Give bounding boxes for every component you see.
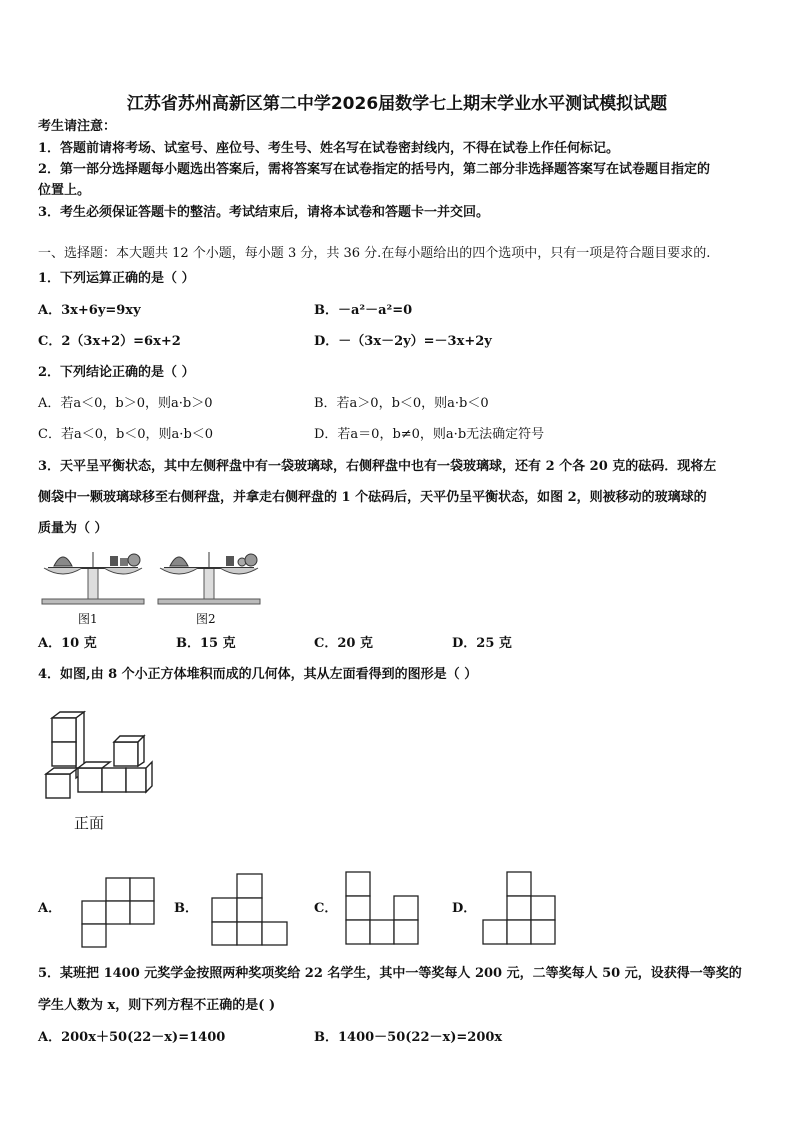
- figure-2-caption: 图2: [196, 612, 216, 626]
- notice-item-3: 3．考生必须保证答题卡的整洁。考试结束后，请将本试卷和答题卡一并交回。: [38, 205, 490, 220]
- q4-option-c-figure: [346, 872, 420, 946]
- notice-item-2-cont: 位置上。: [38, 183, 91, 198]
- notice-item-2: 2．第一部分选择题每小题选出答案后，需将答案写在试卷指定的括号内，第二部分非选择题答案写在试卷题目指定的: [38, 162, 711, 177]
- q1-option-a: A．3x+6y=9xy: [38, 303, 141, 318]
- balance-figure-1: [38, 544, 148, 606]
- q5-option-b: B．1400－50(22－x)=200x: [314, 1030, 503, 1045]
- q1-stem: 1．下列运算正确的是（ ）: [38, 271, 195, 286]
- q3-stem-line2: 侧袋中一颗玻璃球移至右侧秤盘，并拿走右侧秤盘的 1 个砝码后，天平仍呈平衡状态，如图 2，则被移动的玻璃球的: [38, 490, 707, 505]
- q3-option-a: A．10 克: [38, 636, 97, 651]
- q5-stem-line1: 5．某班把 1400 元奖学金按照两种奖项奖给 22 名学生，其中一等奖每人 200 元，二等奖每人 50 元，设获得一等奖的: [38, 966, 742, 981]
- q3-option-b: B．15 克: [176, 636, 236, 651]
- q4-option-c: C．: [314, 901, 338, 916]
- q4-option-a-figure: [82, 878, 156, 948]
- q5-stem-line2: 学生人数为 x，则下列方程不正确的是( ): [38, 998, 276, 1013]
- q4-option-b-figure: [212, 874, 288, 946]
- notice-item-1: 1．答题前请将考场、试室号、座位号、考生号、姓名写在试卷密封线内，不得在试卷上作任何标记。: [38, 141, 620, 156]
- q2-option-b: B．若a＞0，b＜0，则a·b＜0: [314, 396, 489, 411]
- q3-stem-line3: 质量为（ ）: [38, 521, 108, 536]
- q3-option-c: C．20 克: [314, 636, 373, 651]
- q1-option-c: C．2（3x+2）=6x+2: [38, 334, 181, 349]
- q4-stem: 4．如图,由 8 个小正方体堆积而成的几何体，其从左面看得到的图形是（ ）: [38, 667, 478, 682]
- q3-stem-line1: 3．天平呈平衡状态，其中左侧秤盘中有一袋玻璃球，右侧秤盘中也有一袋玻璃球，还有 2 个各 20 克的砝码．现将左: [38, 459, 717, 474]
- q4-option-a: A．: [38, 901, 62, 916]
- q4-option-d-figure: [483, 872, 557, 946]
- balance-figure-2: [154, 544, 264, 606]
- q1-option-b: B．－a²－a²=0: [314, 303, 413, 318]
- q4-option-b: B．: [174, 901, 198, 916]
- front-view-label: 正面: [74, 814, 105, 832]
- notice-heading: 考生请注意：: [38, 119, 117, 134]
- q2-option-c: C．若a＜0，b＜0，则a·b＜0: [38, 427, 214, 442]
- q2-option-d: D．若a＝0，b≠0，则a·b无法确定符号: [314, 427, 545, 442]
- section-heading: 一、选择题：本大题共 12 个小题，每小题 3 分，共 36 分.在每小题给出的四个选项中，只有一项是符合题目要求的.: [38, 246, 711, 261]
- q3-option-d: D．25 克: [452, 636, 512, 651]
- figure-1-caption: 图1: [78, 612, 98, 626]
- q2-option-a: A．若a＜0，b＞0，则a·b＞0: [38, 396, 213, 411]
- q4-option-d: D．: [452, 901, 477, 916]
- q1-option-d: D．－（3x－2y）=－3x+2y: [314, 334, 492, 349]
- page-title: 江苏省苏州高新区第二中学2026届数学七上期末学业水平测试模拟试题: [126, 94, 668, 114]
- q5-option-a: A．200x＋50(22－x)=1400: [38, 1030, 226, 1045]
- q2-stem: 2．下列结论正确的是（ ）: [38, 365, 195, 380]
- cube-stack-figure: [44, 712, 154, 804]
